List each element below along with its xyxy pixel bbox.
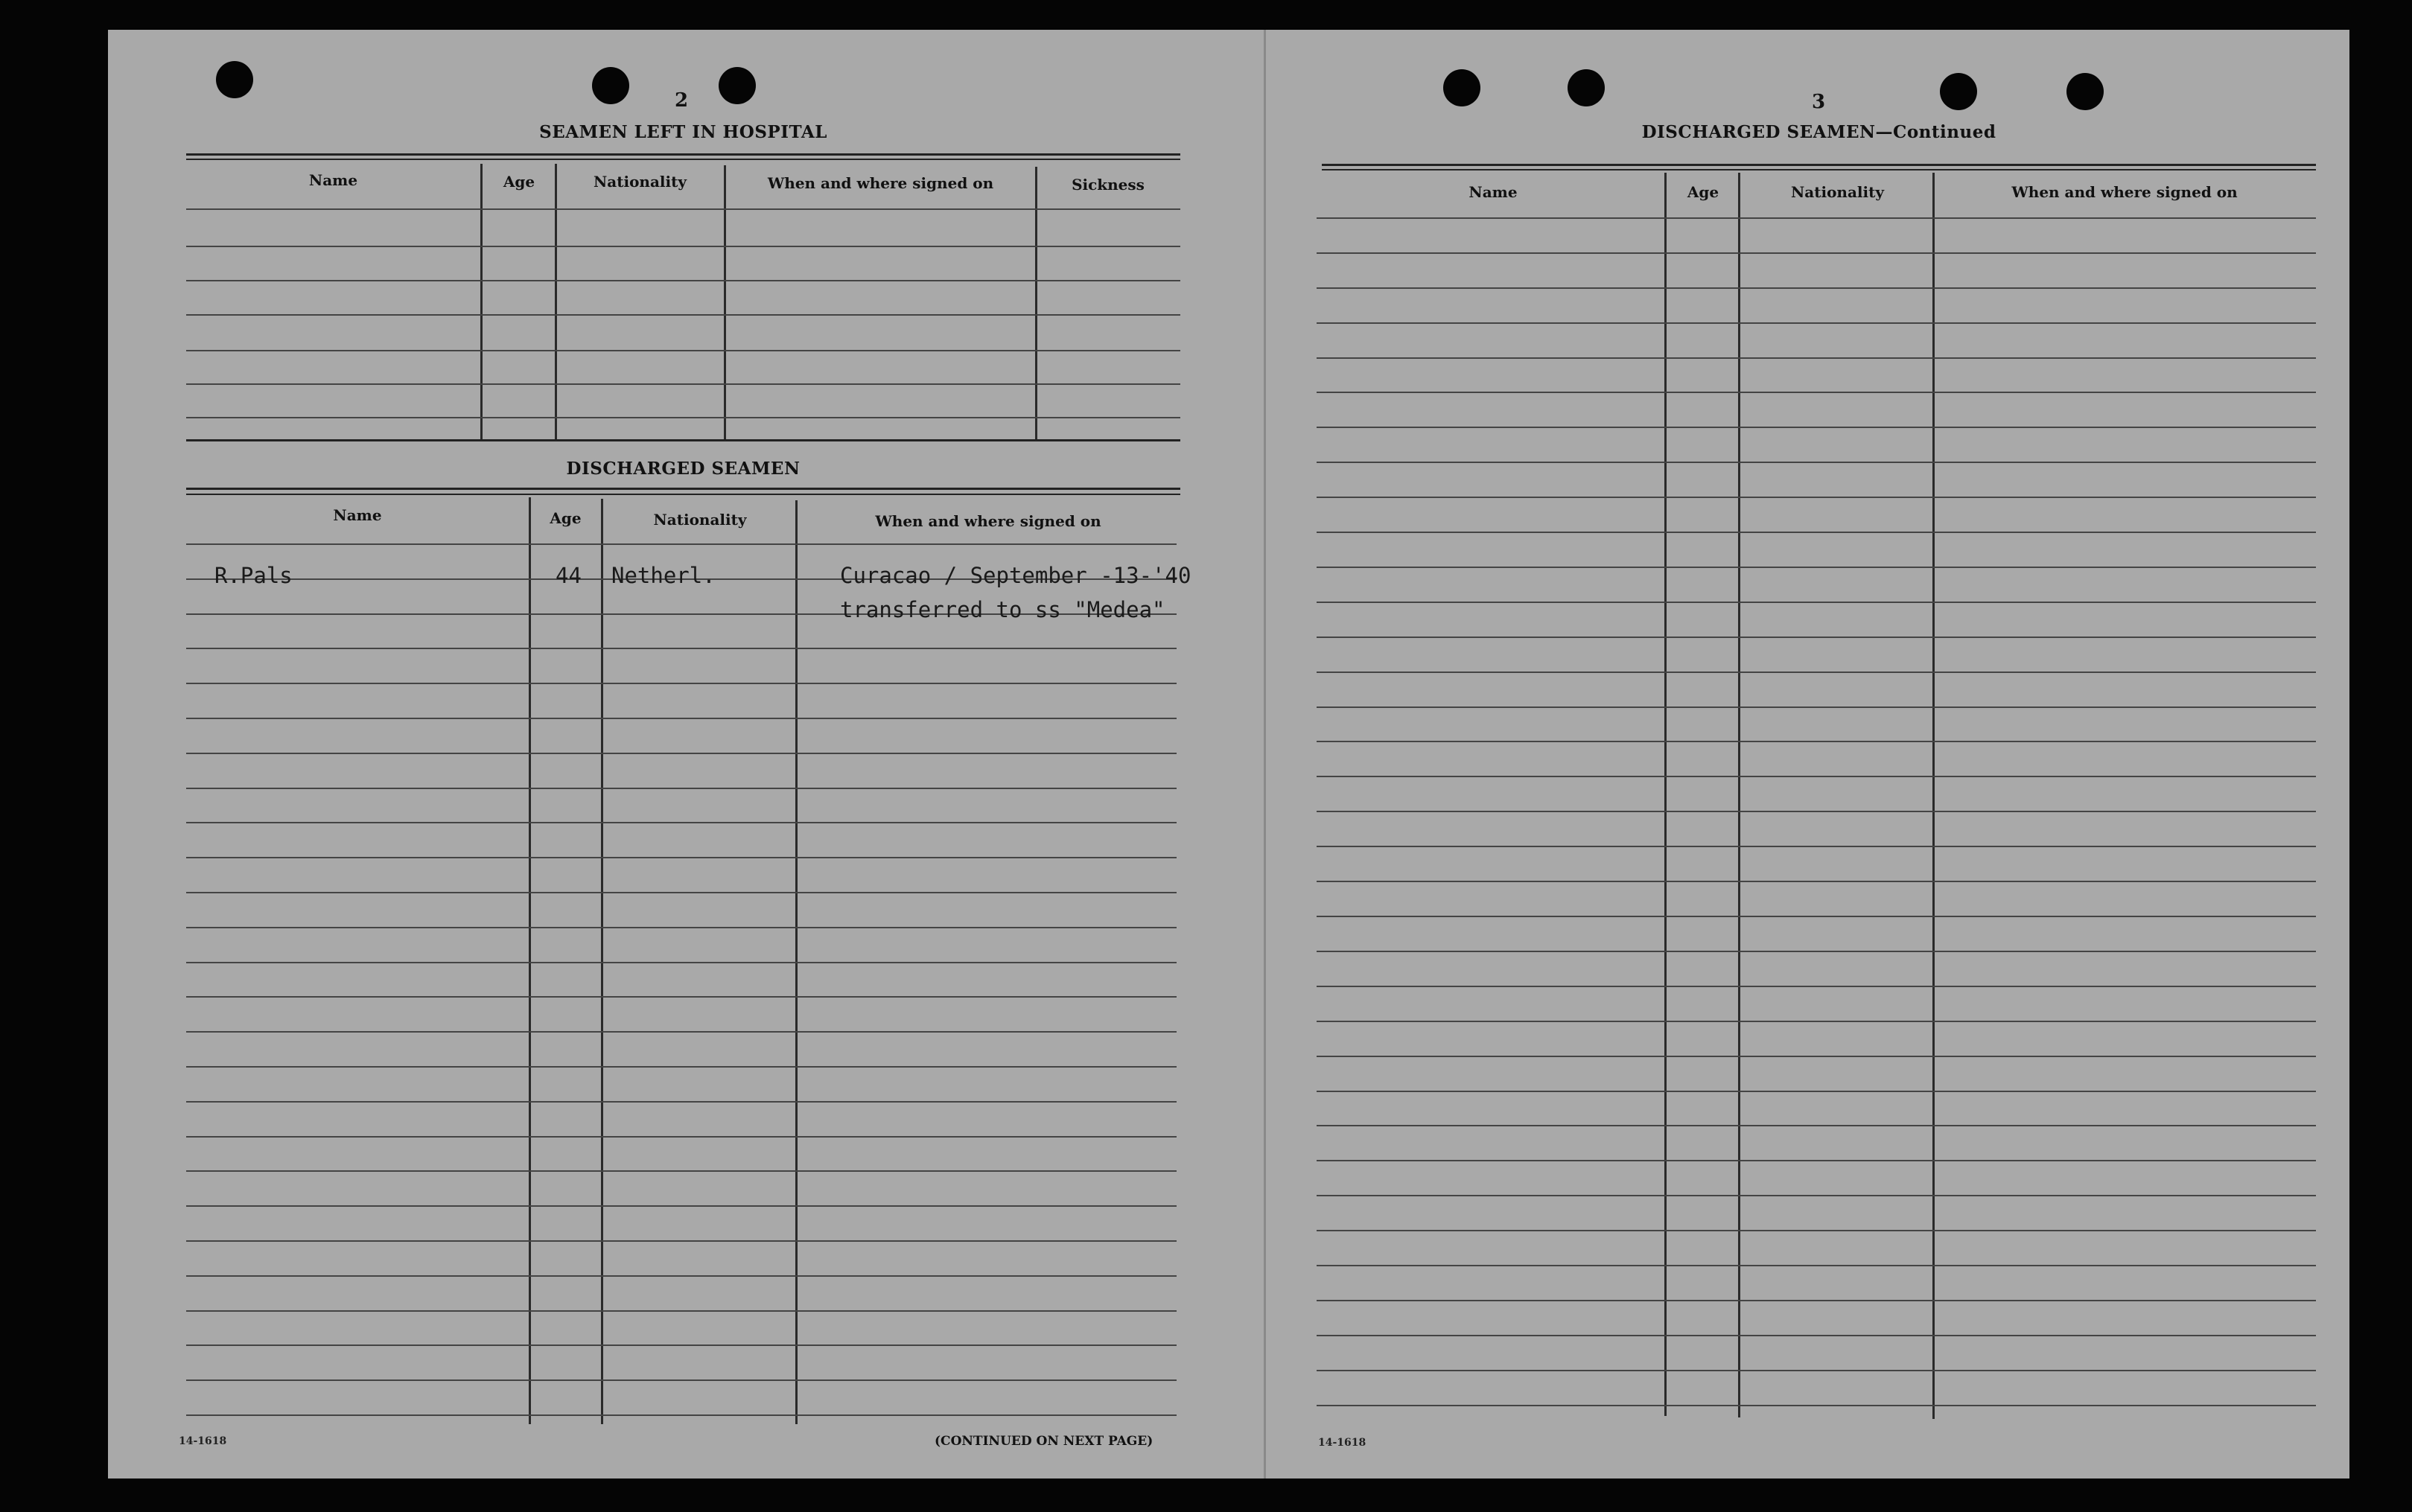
right-page-number: 3 — [1812, 91, 1826, 113]
discharged-col-name: Name — [333, 506, 382, 524]
form-row-line — [1317, 1265, 2316, 1266]
discharged-section-title: DISCHARGED SEAMEN — [566, 459, 801, 479]
form-row-line — [1317, 497, 2316, 498]
form-row-line — [186, 1310, 1177, 1312]
discharged-col-nationality: Nationality — [653, 511, 747, 529]
form-row-line — [1317, 287, 2316, 289]
punch-hole — [216, 61, 253, 98]
form-row-line — [1317, 1021, 2316, 1022]
form-row-line — [186, 1205, 1177, 1207]
form-row-line — [1317, 846, 2316, 847]
form-row-line — [186, 1170, 1177, 1172]
form-row-line — [1317, 1160, 2316, 1161]
form-row-line — [186, 280, 1180, 281]
form-row-line — [1317, 1056, 2316, 1057]
hospital-top-rule — [186, 153, 1180, 156]
discharged-col-divider — [529, 497, 531, 1424]
form-row-line — [186, 753, 1177, 754]
form-row-line — [1317, 427, 2316, 428]
form-row-line — [186, 1066, 1177, 1068]
hospital-col-sickness: Sickness — [1072, 176, 1145, 194]
hospital-col-age: Age — [503, 173, 535, 191]
form-row-line — [1317, 1195, 2316, 1196]
form-row-line — [1317, 672, 2316, 673]
discharged-col-age: Age — [550, 509, 582, 527]
form-row-line — [186, 788, 1177, 789]
form-row-line — [186, 1275, 1177, 1277]
hospital-col-divider — [480, 164, 483, 441]
form-row-line — [1317, 567, 2316, 568]
form-row-line — [1317, 462, 2316, 463]
form-row-line — [1317, 252, 2316, 254]
discharged-top-rule — [186, 488, 1180, 490]
entry-signed-on-line1: Curacao / September -13-'40 — [840, 563, 1191, 588]
hospital-top-rule-2 — [186, 159, 1180, 160]
form-row-line — [1317, 1230, 2316, 1231]
form-row-line — [1317, 217, 2316, 219]
punch-hole — [592, 67, 629, 104]
form-row-line — [1317, 881, 2316, 882]
form-row-line — [186, 648, 1177, 649]
entry-signed-on-line2: transferred to ss "Medea" — [840, 597, 1165, 622]
form-row-line — [1317, 741, 2316, 742]
form-row-line — [1317, 1125, 2316, 1126]
continued-note: (CONTINUED ON NEXT PAGE) — [935, 1434, 1154, 1449]
form-row-line — [186, 683, 1177, 684]
discharged-top-rule-2 — [186, 494, 1180, 495]
form-row-line — [186, 350, 1180, 351]
form-row-line — [186, 1344, 1177, 1346]
form-row-line — [186, 314, 1180, 316]
hospital-col-nationality: Nationality — [594, 173, 687, 191]
right-col-nationality: Nationality — [1791, 183, 1884, 201]
right-top-rule — [1322, 164, 2316, 166]
form-row-line — [186, 383, 1180, 385]
form-row-line — [1317, 1405, 2316, 1406]
form-row-line — [186, 718, 1177, 719]
hospital-col-divider — [555, 164, 557, 441]
right-col-age: Age — [1687, 183, 1719, 201]
hospital-col-signed-on: When and where signed on — [767, 174, 994, 192]
page-fold — [1264, 30, 1266, 1478]
form-row-line — [1317, 637, 2316, 638]
form-row-line — [1317, 602, 2316, 603]
right-section-title: DISCHARGED SEAMEN—Continued — [1641, 122, 1996, 142]
discharged-col-signed-on: When and where signed on — [875, 512, 1101, 530]
left-form-number: 14-1618 — [179, 1435, 227, 1447]
form-row-line — [186, 1414, 1177, 1416]
form-row-line — [1317, 322, 2316, 324]
form-row-line — [1317, 951, 2316, 952]
form-row-line — [1317, 357, 2316, 359]
form-row-line — [186, 208, 1180, 210]
form-row-line — [1317, 1370, 2316, 1371]
form-row-line — [186, 822, 1177, 823]
form-row-line — [186, 1031, 1177, 1033]
hospital-bottom-rule — [186, 439, 1180, 441]
form-row-line — [1317, 776, 2316, 777]
punch-hole — [1443, 69, 1480, 106]
form-row-line — [186, 1379, 1177, 1381]
form-row-line — [1317, 916, 2316, 917]
form-row-line — [186, 996, 1177, 998]
right-top-rule-2 — [1322, 169, 2316, 170]
form-row-line — [1317, 1335, 2316, 1336]
form-row-line — [1317, 1091, 2316, 1092]
punch-hole — [719, 67, 756, 104]
hospital-section-title: SEAMEN LEFT IN HOSPITAL — [539, 122, 827, 142]
right-form-number: 14-1618 — [1318, 1437, 1366, 1449]
form-row-line — [1317, 532, 2316, 533]
form-row-line — [1317, 706, 2316, 708]
form-row-line — [186, 1136, 1177, 1138]
form-row-line — [1317, 1300, 2316, 1301]
hospital-col-name: Name — [308, 171, 358, 189]
form-row-line — [186, 1240, 1177, 1242]
form-row-line — [186, 962, 1177, 963]
form-row-line — [186, 892, 1177, 893]
form-row-line — [186, 927, 1177, 928]
form-row-line — [1317, 811, 2316, 812]
punch-hole — [1940, 73, 1977, 110]
right-col-signed-on: When and where signed on — [2011, 183, 2238, 201]
hospital-col-divider — [724, 165, 726, 441]
entry-age: 44 — [556, 563, 582, 588]
form-row-line — [186, 246, 1180, 247]
punch-hole — [1568, 69, 1605, 106]
left-page-number: 2 — [675, 89, 689, 112]
right-col-name: Name — [1468, 183, 1518, 201]
form-row-line — [186, 857, 1177, 858]
entry-name: R.Pals — [214, 563, 293, 588]
right-col-divider — [1932, 173, 1935, 1419]
form-row-line — [186, 543, 1177, 545]
form-row-line — [186, 1101, 1177, 1103]
form-row-line — [1317, 392, 2316, 393]
form-row-line — [1317, 986, 2316, 987]
entry-nationality: Netherl. — [611, 563, 716, 588]
punch-hole — [2066, 73, 2104, 110]
form-row-line — [186, 417, 1180, 418]
